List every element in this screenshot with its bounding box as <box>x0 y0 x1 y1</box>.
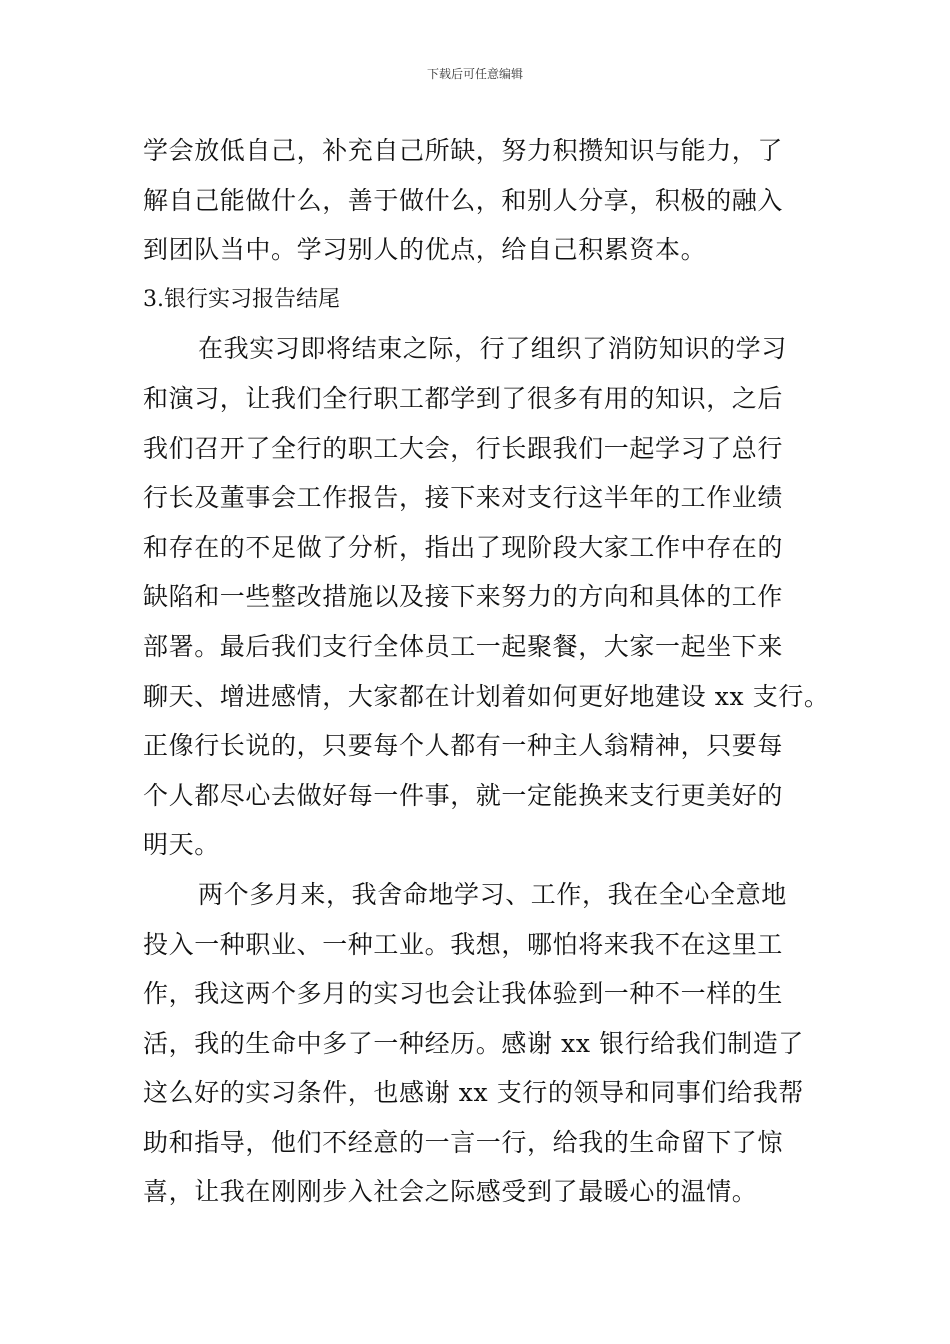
page-header: 下载后可任意编辑 <box>426 67 523 81</box>
paragraph-line: 和演习，让我们全行职工都学到了很多有用的知识，之后 <box>143 383 784 413</box>
paragraph-line: 聊天、增进感情，大家都在计划着如何更好地建设 xx 支行。 <box>143 681 830 711</box>
paragraph-line: 解自己能做什么，善于做什么，和别人分享，积极的融入 <box>143 185 784 215</box>
paragraph-line: 助和指导，他们不经意的一言一行，给我的生命留下了惊 <box>143 1127 784 1157</box>
paragraph-line: 和存在的不足做了分析，指出了现阶段大家工作中存在的 <box>143 532 784 562</box>
paragraph-line: 喜，让我在刚刚步入社会之际感受到了最暖心的温情。 <box>143 1177 758 1207</box>
paragraph-line: 行长及董事会工作报告，接下来对支行这半年的工作业绩 <box>143 483 784 513</box>
paragraph-line: 两个多月来，我舍命地学习、工作，我在全心全意地 <box>198 879 787 909</box>
document-body <box>143 126 830 1217</box>
paragraph-line: 缺陷和一些整改措施以及接下来努力的方向和具体的工作 <box>143 582 784 612</box>
paragraph-line: 投入一种职业、一种工业。我想，哪怕将来我不在这里工 <box>143 929 784 959</box>
paragraph-line: 个人都尽心去做好每一件事，就一定能换来支行更美好的 <box>143 780 784 810</box>
paragraph-line: 活，我的生命中多了一种经历。感谢 xx 银行给我们制造了 <box>143 1028 804 1058</box>
paragraph-line: 明天。 <box>143 830 220 860</box>
paragraph-line: 作，我这两个多月的实习也会让我体验到一种不一样的生 <box>143 979 784 1009</box>
paragraph-line: 正像行长说的，只要每个人都有一种主人翁精神，只要每 <box>143 731 784 761</box>
paragraph-line: 学会放低自己，补充自己所缺，努力积攒知识与能力，了 <box>143 136 784 165</box>
section-heading: 3.银行实习报告结尾 <box>143 286 340 312</box>
paragraph-line: 我们召开了全行的职工大会，行长跟我们一起学习了总行 <box>143 433 784 463</box>
paragraph-line: 部署。最后我们支行全体员工一起聚餐，大家一起坐下来 <box>143 631 784 661</box>
paragraph-line: 到团队当中。学习别人的优点，给自己积累资本。 <box>143 235 707 265</box>
paragraph-line: 在我实习即将结束之际，行了组织了消防知识的学习 <box>198 334 787 364</box>
paragraph-line: 这么好的实习条件，也感谢 xx 支行的领导和同事们给我帮 <box>143 1078 804 1108</box>
